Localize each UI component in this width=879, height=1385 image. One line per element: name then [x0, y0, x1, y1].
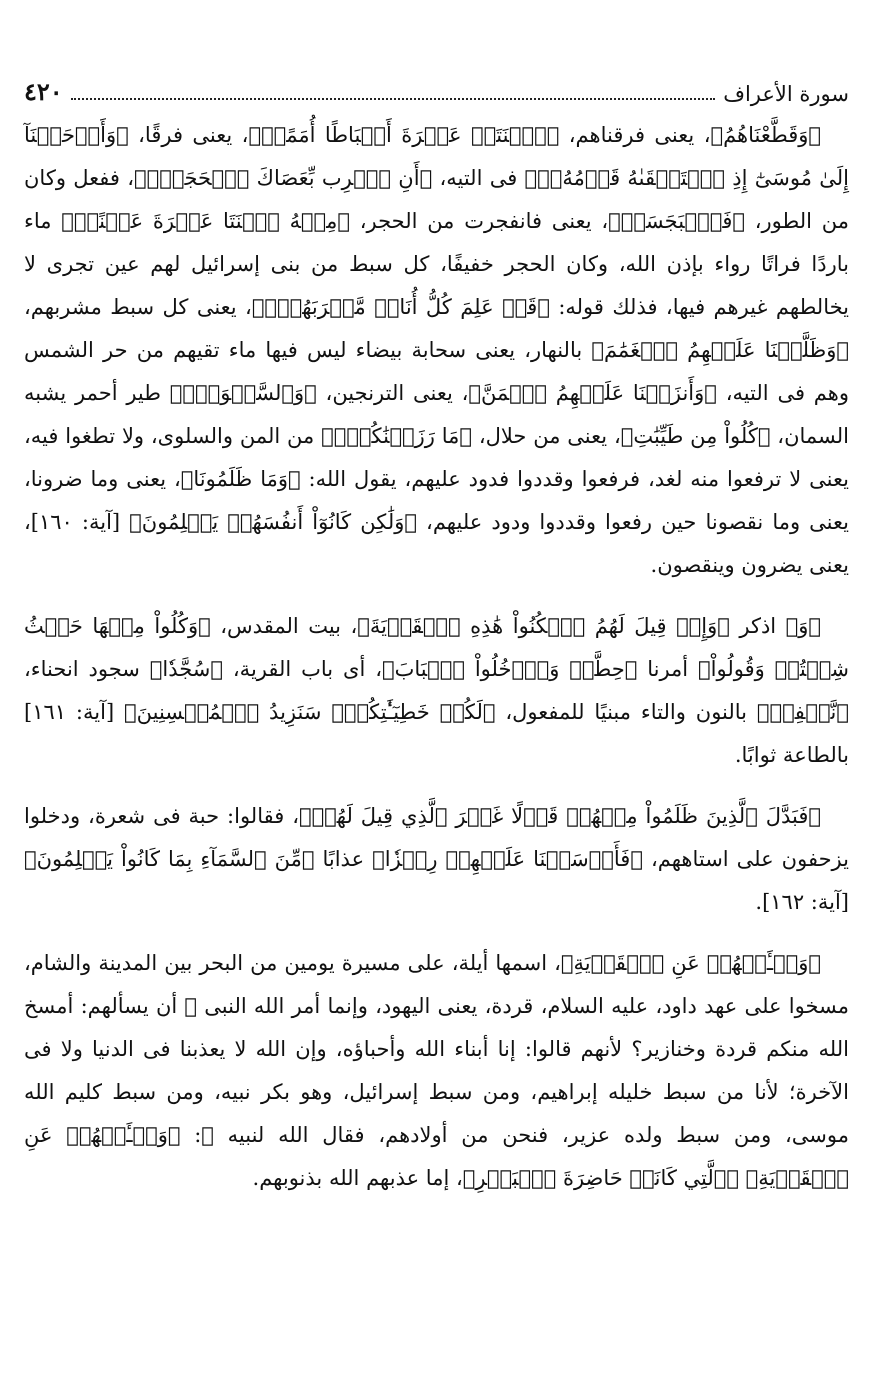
paragraph-3: ﴿فَبَدَّلَ ٱلَّذِينَ ظَلَمُواْ مِنۡهُمۡ قَوۡلًا غَيۡرَ ٱلَّذِي قِيلَ لَهُمۡ﴾، فقالوا: حبة فى شعرة، ودخلوا يزحفون على استاههم، ﴿فَأَرۡسَلۡنَا عَلَيۡهِمۡ رِجۡزٗا﴾ عذابًا ﴿مِّنَ ٱلسَّمَآءِ بِمَا كَانُواْ يَظۡلِمُونَ﴾ [آية: ١٦٢]. [24, 804, 849, 914]
surah-title: سورة الأعراف [723, 82, 849, 106]
header-dotted-leader [71, 98, 716, 100]
paragraph-4: ﴿وَسۡـَٔلۡهُمۡ عَنِ ٱلۡقَرۡيَةِ﴾، اسمها أيلة، على مسيرة يومين من البحر بين المدينة والشام، مسخوا على عهد داود، عليه السلام، قردة، يعنى اليهود، وإنما أمر الله النبى ﷺ أن يسألهم: أمسخ الله منكم قردة وخنازير؟ لأنهم قالوا: إنا أبناء الله وأحباؤه، وإن الله لا يعذبنا فى الدنيا ولا فى الآخرة؛ لأنا من سبط خليله إبراهيم، ومن سبط إسرائيل، وهو بكر نبيه، ومن سبط كليم الله موسى، ومن سبط ولده عزير، فنحن من أولادهم، فقال الله لنبيه ﷺ: ﴿وَسۡـَٔلۡهُمۡ عَنِ ٱلۡقَرۡيَةِ﴾ ﴿ٱلَّتِي كَانَتۡ حَاضِرَةَ ٱلۡبَحۡرِ﴾، إما عذبهم الله بذنوبهم. [24, 951, 849, 1190]
page-number: ٤٢٠ [24, 77, 63, 106]
page-header [24, 60, 849, 106]
paragraph-1: ﴿وَقَطَّعْنَاهُمُ﴾، يعنى فرقناهم، ﴿ٱثۡنَتَيۡ عَشۡرَةَ أَسۡبَاطًا أُمَمًاۚ﴾، يعنى فرقًا، ﴿وَأَوۡحَيۡنَآ إِلَىٰ مُوسَىٰٓ إِذِ ٱسۡتَسۡقَىٰهُ قَوۡمُهُۥٓ﴾ فى التيه، ﴿أَنِ ٱضۡرِب بِّعَصَاكَ ٱلۡحَجَرَۖ﴾، ففعل وكان من الطور، ﴿فَٱنۢبَجَسَتۡ﴾، يعنى فانفجرت من الحجر، ﴿مِنۡهُ ٱثۡنَتَا عَشۡرَةَ عَيۡنًاۖ﴾ ماء باردًا فراتًا رواء بإذن الله، وكان الحجر خفيفًا، كل سبط من بنى إسرائيل لهم عين تجرى لا يخالطهم غيرهم فيها، فذلك قوله: ﴿قَدۡ عَلِمَ كُلُّ أُنَاسٖ مَّشۡرَبَهُمۡۚ﴾، يعنى كل سبط مشربهم، ﴿وَظَلَّلۡنَا عَلَيۡهِمُ ٱلۡغَمَٰمَ﴾ بالنهار، يعنى سحابة بيضاء ليس فيها ماء تقيهم من حر الشمس وهم فى التيه، ﴿وَأَنزَلۡنَا عَلَيۡهِمُ ٱلۡمَنَّ﴾، يعنى الترنجين، ﴿وَٱلسَّلۡوَىٰۖ﴾ طير أحمر يشبه السمان، ﴿كُلُواْ مِن طَيِّبَٰتِ﴾، يعنى من حلال، ﴿مَا رَزَقۡنَٰكُمۡۚ﴾ من المن والسلوى، ولا تطغوا فيه، يعنى لا ترفعوا منه لغد، فرفعوا وقددوا فدود عليهم، يقول الله: ﴿وَمَا ظَلَمُونَا﴾، يعنى وما ضرونا، يعنى وما نقصونا حين رفعوا وقددوا ودود عليهم، ﴿وَلَٰكِن كَانُوٓاْ أَنفُسَهُمۡ يَظۡلِمُونَ﴾ [آية: ١٦٠]، يعنى يضرون وينقصون. [24, 123, 849, 577]
paragraph-2: ﴿وَ﴾ اذكر ﴿وَإِذۡ قِيلَ لَهُمُ ٱسۡكُنُواْ هَٰذِهِ ٱلۡقَرۡيَةَ﴾، بيت المقدس، ﴿وَكُلُواْ مِنۡهَا حَيۡثُ شِئۡتُمۡ وَقُولُواْ﴾ أمرنا ﴿حِطَّةٞ وَٱدۡخُلُواْ ٱلۡبَابَ﴾، أى باب القرية، ﴿سُجَّدٗا﴾ سجود انحناء، ﴿نَّغۡفِرۡ﴾ بالنون والتاء مبنيًا للمفعول، ﴿لَكُمۡ خَطِيٓـَٰٔتِكُمۡۚ سَنَزِيدُ ٱلۡمُحۡسِنِينَ﴾ [آية: ١٦١] بالطاعة ثوابًا. [24, 614, 849, 767]
